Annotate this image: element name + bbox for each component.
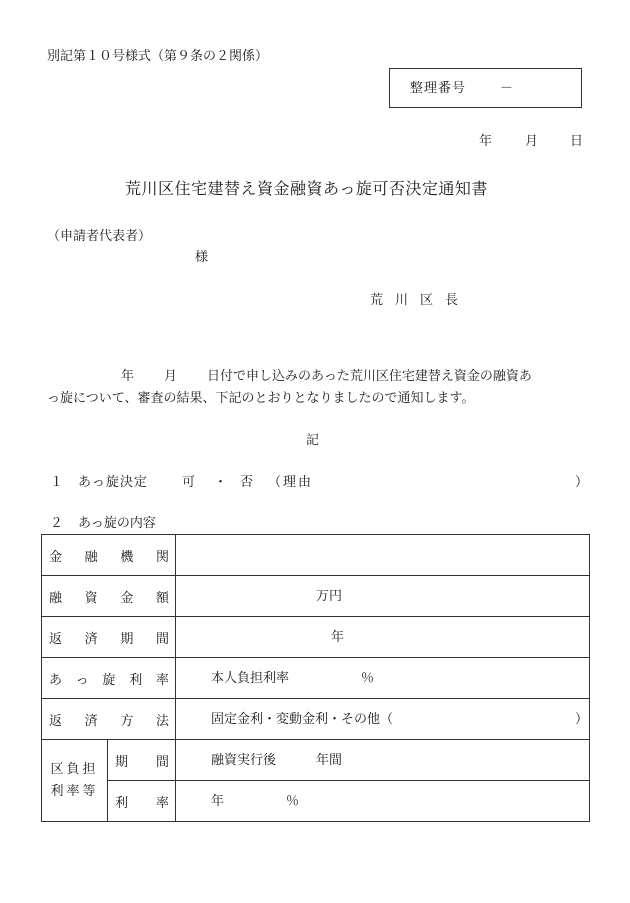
method-label-cell [42, 699, 176, 740]
document-title: 荒川区住宅建替え資金融資あっ旋可否決定通知書 [125, 179, 488, 198]
rate-unit: ％ [361, 671, 375, 686]
date-year-label: 年 [479, 134, 493, 149]
item1-label: あっ旋決定 [78, 475, 148, 490]
body-line-1-text: 日付で申し込みのあった荒川区住宅建替え資金の融資あ [207, 369, 532, 384]
ward-rate-label-cell [108, 781, 176, 822]
decision-approve-option[interactable]: 可 [182, 475, 196, 490]
ki-heading: 記 [306, 433, 320, 448]
rate-label: あっ旋利率 [49, 672, 169, 688]
method-text: 固定金利・変動金利・その他（ [211, 712, 394, 727]
ward-rate-year: 年 [211, 794, 225, 809]
decision-reject-option[interactable]: 否 [240, 475, 254, 490]
reason-close-paren: ） [575, 475, 589, 490]
reason-field[interactable]: （理由 [268, 475, 314, 490]
item1-number: １ [50, 475, 64, 490]
amount-label: 融資金額 [49, 590, 169, 606]
amount-unit: 万円 [316, 589, 343, 604]
item2-label: あっ旋の内容 [78, 516, 156, 531]
ward-rate-label: 利率 [115, 795, 169, 811]
amount-label-cell [42, 576, 176, 617]
body-line-2: っ旋について、審査の結果、下記のとおりとなりましたので通知します。 [47, 391, 475, 406]
bank-label: 金融機関 [49, 549, 169, 565]
table-row [42, 781, 590, 822]
table-row [42, 740, 590, 781]
body-month: 月 [164, 369, 178, 384]
item2-number: ２ [50, 516, 64, 531]
rate-label-cell [42, 658, 176, 699]
table-row [42, 535, 590, 576]
method-label: 返済方法 [49, 713, 169, 729]
sender-name: 荒川区長 [370, 293, 471, 308]
rate-value-cell[interactable] [176, 658, 590, 699]
method-value-cell[interactable] [176, 699, 590, 740]
table-row [42, 658, 590, 699]
ward-period-value-cell[interactable] [176, 740, 590, 781]
details-table [41, 534, 590, 822]
ward-rate-unit: ％ [286, 794, 300, 809]
body-line-1 [47, 370, 532, 383]
bank-label-cell [42, 535, 176, 576]
reference-number-dash: － [500, 81, 514, 96]
period-label: 返済期間 [49, 631, 169, 647]
reference-number-label: 整理番号 [410, 81, 467, 96]
body-year: 年 [121, 369, 135, 384]
method-close-paren: ） [575, 712, 589, 727]
period-unit: 年 [331, 630, 345, 645]
period-label-cell [42, 617, 176, 658]
ward-period-unit: 年間 [316, 753, 343, 768]
reference-number-box[interactable] [389, 68, 582, 108]
ward-period-label: 期間 [115, 754, 169, 770]
rate-text: 本人負担利率 [211, 671, 290, 686]
honorific: 様 [195, 250, 209, 265]
ward-period-text: 融資実行後 [211, 753, 277, 768]
period-value-cell[interactable] [176, 617, 590, 658]
table-row [42, 617, 590, 658]
ward-period-label-cell [108, 740, 176, 781]
ward-rate-group-label [42, 740, 108, 822]
ward-label-line1: 区負担 [50, 761, 99, 777]
bank-value-cell[interactable] [176, 535, 590, 576]
date-day-label: 日 [570, 134, 584, 149]
table-row [42, 699, 590, 740]
ward-rate-value-cell[interactable] [176, 781, 590, 822]
decision-separator: ・ [214, 475, 228, 490]
applicant-label: （申請者代表者） [47, 229, 152, 244]
amount-value-cell[interactable] [176, 576, 590, 617]
table-row [42, 576, 590, 617]
form-number: 別記第１０号様式（第９条の２関係） [47, 49, 269, 64]
date-month-label: 月 [525, 134, 539, 149]
ward-label-line2: 利率等 [50, 783, 99, 799]
